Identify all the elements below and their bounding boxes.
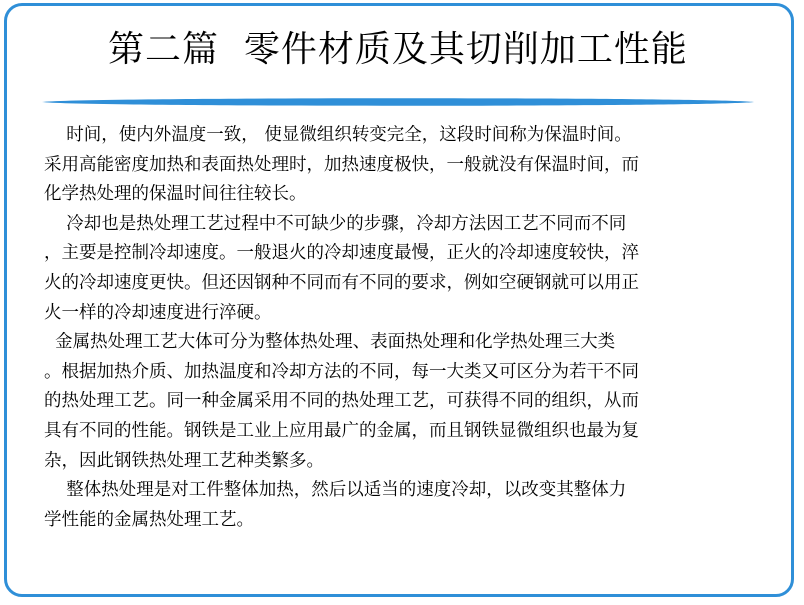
paragraph-1 <box>44 121 764 210</box>
text-line: 冷却也是热处理工艺过程中不可缺少的步骤，冷却方法因工艺不同而不同 <box>44 213 627 234</box>
text-line: 具有不同的性能。钢铁是工业上应用最广的金属，而且钢铁显微组织也最为复 <box>44 420 639 441</box>
text-line: 时间，使内外温度一致， 使显微组织转变完全，这段时间称为保温时间。 <box>44 125 632 145</box>
text-line: 整体热处理是对工件整体加热，然后以适当的速度冷却，以改变其整体力 <box>44 480 627 501</box>
text-line: 金属热处理工艺大体可分为整体热处理、表面热处理和化学热处理三大类 <box>44 332 616 353</box>
text-line: 火的冷却速度更快。但还因钢种不同而有不同的要求，例如空硬钢就可以用正 <box>44 272 639 293</box>
text-line: ，主要是控制冷却速度。一般退火的冷却速度最慢，正火的冷却速度较快，淬 <box>44 243 639 264</box>
text-line: 。根据加热介质、加热温度和冷却方法的不同，每一大类又可区分为若干不同 <box>44 361 639 382</box>
text-line: 火一样的冷却速度进行淬硬。 <box>44 302 272 323</box>
slide-body <box>44 121 764 535</box>
text-line: 化学热处理的保温时间往往较长。 <box>44 184 307 205</box>
slide-title: 第二篇 零件材质及其切削加工性能 <box>108 29 688 70</box>
text-line: 杂，因此钢铁热处理工艺种类繁多。 <box>44 450 324 471</box>
text-line: 采用高能密度加热和表面热处理时，加热速度极快，一般就没有保温时间，而 <box>44 154 639 175</box>
paragraph-3 <box>44 328 764 476</box>
text-line: 学性能的金属热处理工艺。 <box>44 509 254 530</box>
text-line: 的热处理工艺。同一种金属采用不同的热处理工艺，可获得不同的组织，从而 <box>44 391 639 412</box>
paragraph-2 <box>44 210 764 328</box>
paragraph-4 <box>44 476 764 535</box>
title-underline <box>42 97 754 107</box>
